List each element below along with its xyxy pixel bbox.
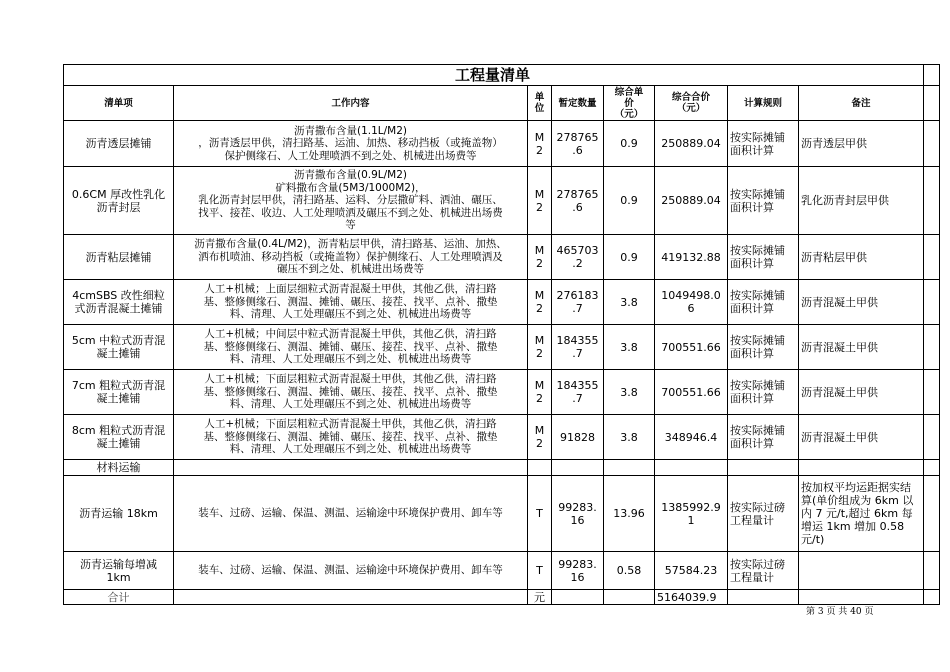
quantity: 278765 .6 bbox=[552, 167, 604, 235]
unit-price: 3.8 bbox=[604, 325, 655, 370]
item-name: 沥青运输每增减 1km bbox=[64, 552, 174, 590]
quantity: 99283. 16 bbox=[552, 476, 604, 552]
summary-unit: 元 bbox=[528, 590, 552, 605]
blank-cell bbox=[924, 590, 940, 605]
calc-rule: 按实际摊铺 面积计算 bbox=[728, 167, 799, 235]
item-name: 7cm 粗粒式沥青混 凝土摊铺 bbox=[64, 370, 174, 415]
unit: M 2 bbox=[528, 325, 552, 370]
blank-cell bbox=[552, 460, 604, 476]
table-row bbox=[64, 476, 940, 552]
work-content: 沥青撒布含量(0.4L/M2)，沥青粘层甲供，清扫路基、运油、加热、 洒布机喷油、移动挡板（或掩盖物）保护侧缘石、人工处理喷洒及 碾压不到之处、机械进出场费等 bbox=[174, 235, 528, 280]
blank-cell bbox=[552, 590, 604, 605]
unit-price: 3.8 bbox=[604, 280, 655, 325]
quantity: 465703 .2 bbox=[552, 235, 604, 280]
total-price: 419132.88 bbox=[655, 235, 728, 280]
calc-rule: 按实际摊铺 面积计算 bbox=[728, 325, 799, 370]
blank-cell bbox=[799, 590, 924, 605]
blank-cell bbox=[924, 415, 940, 460]
unit: M 2 bbox=[528, 121, 552, 167]
quantity: 99283. 16 bbox=[552, 552, 604, 590]
blank-cell bbox=[174, 460, 528, 476]
blank-cell bbox=[924, 280, 940, 325]
note: 沥青混凝土甲供 bbox=[799, 325, 924, 370]
item-name: 沥青粘层摊铺 bbox=[64, 235, 174, 280]
blank-cell bbox=[924, 167, 940, 235]
blank-cell bbox=[924, 476, 940, 552]
summary-total: 5164039.9 bbox=[655, 590, 728, 605]
total-price: 57584.23 bbox=[655, 552, 728, 590]
note: 乳化沥青封层甲供 bbox=[799, 167, 924, 235]
unit: M 2 bbox=[528, 167, 552, 235]
blank-cell bbox=[924, 121, 940, 167]
header-item: 清单项 bbox=[64, 86, 174, 121]
header-row bbox=[64, 86, 940, 121]
header-work: 工作内容 bbox=[174, 86, 528, 121]
work-content: 沥青撒布含量(1.1L/M2) ，沥青透层甲供，清扫路基、运油、加热、移动挡板（或掩盖物） 保护侧缘石、人工处理喷洒不到之处、机械进出场费等 bbox=[174, 121, 528, 167]
unit-price: 3.8 bbox=[604, 370, 655, 415]
calc-rule: 按实际摊铺 面积计算 bbox=[728, 280, 799, 325]
blank-cell bbox=[924, 460, 940, 476]
unit-price: 0.58 bbox=[604, 552, 655, 590]
note: 沥青粘层甲供 bbox=[799, 235, 924, 280]
quantity: 184355 .7 bbox=[552, 370, 604, 415]
quantity: 278765 .6 bbox=[552, 121, 604, 167]
blank-cell bbox=[528, 460, 552, 476]
note: 沥青混凝土甲供 bbox=[799, 370, 924, 415]
note bbox=[799, 552, 924, 590]
total-price: 250889.04 bbox=[655, 167, 728, 235]
blank-cell bbox=[655, 460, 728, 476]
item-name: 0.6CM 厚改性乳化 沥青封层 bbox=[64, 167, 174, 235]
table-row bbox=[64, 325, 940, 370]
work-content: 装车、过磅、运输、保温、测温、运输途中环境保护费用、卸车等 bbox=[174, 476, 528, 552]
blank-cell bbox=[924, 370, 940, 415]
blank-cell bbox=[604, 590, 655, 605]
bill-of-quantities-table bbox=[63, 64, 940, 605]
table-row bbox=[64, 167, 940, 235]
blank-cell bbox=[924, 325, 940, 370]
blank-cell bbox=[924, 552, 940, 590]
quantity: 184355 .7 bbox=[552, 325, 604, 370]
blank-cell bbox=[924, 235, 940, 280]
total-price: 700551.66 bbox=[655, 370, 728, 415]
page-footer: 第 3 页 共 40 页 bbox=[806, 607, 874, 617]
calc-rule: 按实际摊铺 面积计算 bbox=[728, 121, 799, 167]
unit: M 2 bbox=[528, 280, 552, 325]
unit: T bbox=[528, 476, 552, 552]
total-price: 700551.66 bbox=[655, 325, 728, 370]
item-name: 沥青透层摊铺 bbox=[64, 121, 174, 167]
quantity: 91828 bbox=[552, 415, 604, 460]
work-content: 人工+机械；中间层中粒式沥青混凝土甲供，其他乙供，清扫路 基、整修侧缘石、测温、摊铺、碾压、接茬、找平、点补、撒垫 料、清理、人工处理碾压不到之处、机械进出场费等 bbox=[174, 325, 528, 370]
calc-rule: 按实际过磅 工程量计 bbox=[728, 552, 799, 590]
header-unit: 单 位 bbox=[528, 86, 552, 121]
note: 沥青透层甲供 bbox=[799, 121, 924, 167]
section-label: 材料运输 bbox=[64, 460, 174, 476]
note: 沥青混凝土甲供 bbox=[799, 415, 924, 460]
calc-rule: 按实际摊铺 面积计算 bbox=[728, 370, 799, 415]
blank-cell bbox=[924, 65, 940, 86]
summary-label: 合计 bbox=[64, 590, 174, 605]
header-rule: 计算规则 bbox=[728, 86, 799, 121]
quantity: 276183 .7 bbox=[552, 280, 604, 325]
total-price: 1385992.9 1 bbox=[655, 476, 728, 552]
table-row bbox=[64, 235, 940, 280]
item-name: 4cmSBS 改性细粒 式沥青混凝土摊铺 bbox=[64, 280, 174, 325]
table-row bbox=[64, 552, 940, 590]
unit-price: 0.9 bbox=[604, 121, 655, 167]
blank-cell bbox=[604, 460, 655, 476]
unit: M 2 bbox=[528, 415, 552, 460]
table-row bbox=[64, 370, 940, 415]
work-content: 沥青撒布含量(0.9L/M2) 矿料撒布含量(5M3/1000M2)， 乳化沥青封层甲供，清扫路基、运料、分层撒矿料、洒油、碾压、 找平、接茬、收边、人工处理喷洒及碾压不到之处、机械进出场费 等 bbox=[174, 167, 528, 235]
unit: M 2 bbox=[528, 370, 552, 415]
blank-cell bbox=[728, 590, 799, 605]
item-name: 8cm 粗粒式沥青混 凝土摊铺 bbox=[64, 415, 174, 460]
blank-cell bbox=[728, 460, 799, 476]
total-price: 348946.4 bbox=[655, 415, 728, 460]
header-price: 综合单 价 （元） bbox=[604, 86, 655, 121]
unit: M 2 bbox=[528, 235, 552, 280]
unit-price: 3.8 bbox=[604, 415, 655, 460]
note: 沥青混凝土甲供 bbox=[799, 280, 924, 325]
header-qty: 暂定数量 bbox=[552, 86, 604, 121]
unit-price: 0.9 bbox=[604, 167, 655, 235]
calc-rule: 按实际过磅 工程量计 bbox=[728, 476, 799, 552]
unit-price: 0.9 bbox=[604, 235, 655, 280]
blank-cell bbox=[174, 590, 528, 605]
note: 按加权平均运距据实结 算(单价组成为 6km 以 内 7 元/t,超过 6km 每 增运 1km 增加 0.58 元/t) bbox=[799, 476, 924, 552]
work-content: 人工+机械；上面层细粒式沥青混凝土甲供，其他乙供，清扫路 基、整修侧缘石、测温、摊铺、碾压、接茬、找平、点补、撒垫 料、清理、人工处理碾压不到之处、机械进出场费等 bbox=[174, 280, 528, 325]
table-row bbox=[64, 280, 940, 325]
table-row bbox=[64, 415, 940, 460]
header-total: 综合合价 （元） bbox=[655, 86, 728, 121]
work-content: 人工+机械；下面层粗粒式沥青混凝土甲供，其他乙供，清扫路 基、整修侧缘石、测温、摊铺、碾压、接茬、找平、点补、撒垫 料、清理、人工处理碾压不到之处、机械进出场费等 bbox=[174, 370, 528, 415]
item-name: 5cm 中粒式沥青混 凝土摊铺 bbox=[64, 325, 174, 370]
work-content: 人工+机械；下面层粗粒式沥青混凝土甲供，其他乙供，清扫路 基、整修侧缘石、测温、摊铺、碾压、接茬、找平、点补、撒垫 料、清理、人工处理碾压不到之处、机械进出场费等 bbox=[174, 415, 528, 460]
summary-row bbox=[64, 590, 940, 605]
blank-cell bbox=[799, 460, 924, 476]
unit: T bbox=[528, 552, 552, 590]
page-title: 工程量清单 bbox=[64, 65, 924, 86]
blank-cell bbox=[924, 86, 940, 121]
total-price: 250889.04 bbox=[655, 121, 728, 167]
work-content: 装车、过磅、运输、保温、测温、运输途中环境保护费用、卸车等 bbox=[174, 552, 528, 590]
section-row bbox=[64, 460, 940, 476]
calc-rule: 按实际摊铺 面积计算 bbox=[728, 415, 799, 460]
table-row bbox=[64, 121, 940, 167]
total-price: 1049498.0 6 bbox=[655, 280, 728, 325]
header-note: 备注 bbox=[799, 86, 924, 121]
calc-rule: 按实际摊铺 面积计算 bbox=[728, 235, 799, 280]
item-name: 沥青运输 18km bbox=[64, 476, 174, 552]
unit-price: 13.96 bbox=[604, 476, 655, 552]
